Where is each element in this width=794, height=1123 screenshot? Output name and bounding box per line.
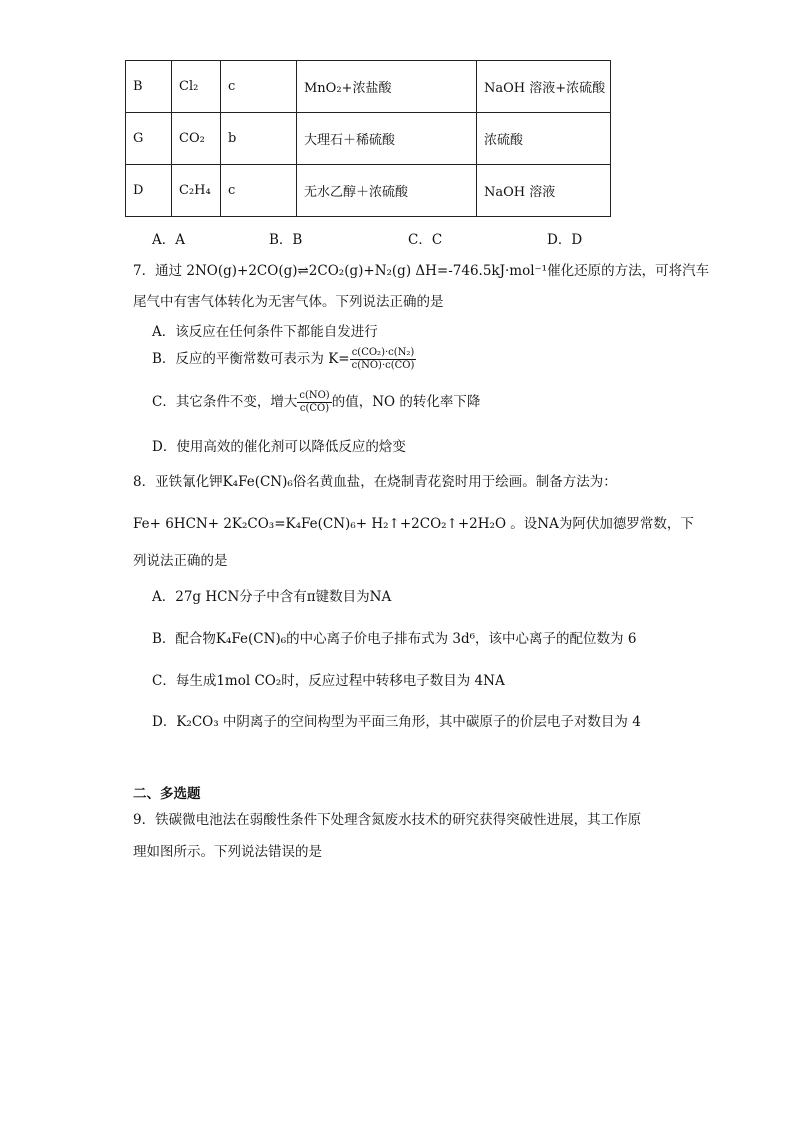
q7-option-c-fraction (297, 390, 331, 415)
table-cell: NaOH 溶液 (477, 165, 611, 217)
q8-option-d[interactable]: D．K₂CO₃ 中阴离子的空间构型为平面三角形，其中碳原子的价层电子对数目为 4 (152, 714, 641, 730)
table-row (126, 61, 611, 113)
q8-stem-line3: 列说法正确的是 (133, 553, 228, 569)
table-cell: Cl₂ (172, 61, 221, 113)
q6-choice-d[interactable]: D．D (547, 232, 583, 248)
q9-stem-line2: 理如图所示。下列说法错误的是 (133, 844, 322, 860)
q7-stem-line2: 尾气中有害气体转化为无害气体。下列说法正确的是 (133, 294, 444, 310)
q7-option-b[interactable] (152, 347, 416, 372)
q8-stem-line1: 8．亚铁氰化钾K₄Fe(CN)₆俗名黄血盐，在烧制青花瓷时用于绘画。制备方法为： (133, 474, 617, 490)
table-cell: 无水乙醇＋浓硫酸 (297, 165, 477, 217)
section-heading-multiple-choice: 二、多选题 (133, 786, 201, 802)
fraction-numerator: c(CO₂)·c(N₂) (350, 347, 417, 360)
table-row (126, 165, 611, 217)
table-cell: 浓硫酸 (477, 113, 611, 165)
q7-option-a[interactable]: A．该反应在任何条件下都能自发进行 (152, 324, 378, 340)
table-cell: CO₂ (172, 113, 221, 165)
q7-option-c-suffix: 的值，NO 的转化率下降 (331, 394, 481, 410)
table-cell: c (221, 61, 297, 113)
q6-choice-a[interactable]: A．A (152, 232, 185, 248)
q6-choice-c[interactable]: C．C (408, 232, 443, 248)
table-cell: MnO₂+浓盐酸 (297, 61, 477, 113)
q6-choices (152, 228, 652, 248)
table-cell: c (221, 165, 297, 217)
table-row (126, 113, 611, 165)
table-cell: NaOH 溶液+浓硫酸 (477, 61, 611, 113)
q9-stem-line1: 9．铁碳微电池法在弱酸性条件下处理含氮废水技术的研究获得突破性进展，其工作原 (133, 812, 642, 828)
fraction-numerator: c(NO) (299, 390, 330, 401)
q6-choice-b[interactable]: B．B (269, 232, 303, 248)
q8-option-c[interactable]: C．每生成1mol CO₂时，反应过程中转移电子数目为 4NA (152, 673, 505, 689)
q7-option-b-fraction (350, 347, 417, 372)
fraction-denominator: c(NO)·c(CO) (351, 360, 415, 371)
fraction-denominator: c(CO) (299, 403, 330, 414)
table-cell: b (221, 113, 297, 165)
options-table (125, 60, 611, 217)
q7-option-c-text: C．其它条件不变，增大 (152, 394, 298, 410)
table-cell: G (126, 113, 172, 165)
q8-stem-line2: Fe+ 6HCN+ 2K₂CO₃=K₄Fe(CN)₆+ H₂↑+2CO₂↑+2H₂O 。设NA为阿伏加德罗常数，下 (133, 516, 694, 532)
q8-option-b[interactable]: B．配合物K₄Fe(CN)₆的中心离子价电子排布式为 3d⁶，该中心离子的配位数为 6 (152, 631, 637, 647)
q7-stem-line1: 7．通过 2NO(g)+2CO(g)⇌2CO₂(g)+N₂(g) ΔH=-746.5kJ·mol⁻¹催化还原的方法，可将汽车 (133, 263, 710, 279)
options-table-body (126, 61, 611, 217)
q8-option-a[interactable]: A．27g HCN分子中含有π键数目为NA (152, 589, 392, 605)
q7-option-c[interactable] (152, 390, 480, 415)
q7-option-b-text: B．反应的平衡常数可表示为 K= (152, 351, 350, 367)
q7-option-d[interactable]: D．使用高效的催化剂可以降低反应的焓变 (152, 439, 406, 455)
table-cell: B (126, 61, 172, 113)
table-cell: 大理石＋稀硫酸 (297, 113, 477, 165)
table-cell: C₂H₄ (172, 165, 221, 217)
table-cell: D (126, 165, 172, 217)
